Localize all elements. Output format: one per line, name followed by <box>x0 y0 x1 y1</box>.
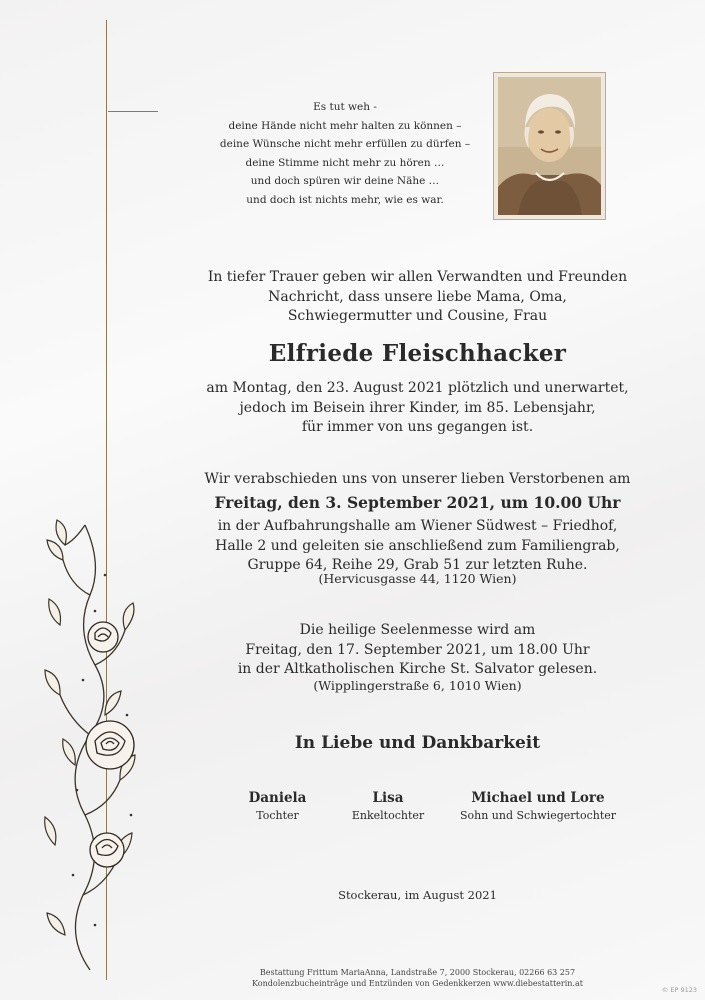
mass-line: in der Altkatholischen Kirche St. Salvator gelesen. <box>237 661 598 677</box>
mourner <box>338 790 438 822</box>
mourner-relation: Tochter <box>256 809 299 822</box>
footer-line: Kondolenzbucheinträge und Entzünden von Gedenkkerzen www.diebestatterin.at <box>252 979 583 988</box>
rose-ornament <box>35 515 155 975</box>
mourner-relation: Sohn und Schwiegertochter <box>459 809 617 822</box>
poem-line: deine Wünsche nicht mehr erfüllen zu dürfen – <box>219 138 471 150</box>
decorative-horizontal-line <box>108 111 158 112</box>
announcement-intro <box>200 268 635 327</box>
death-line: am Montag, den 23. August 2021 plötzlich und unerwartet, <box>206 380 629 396</box>
mourner <box>225 790 330 822</box>
death-notice <box>200 379 635 438</box>
farewell-place-line: in der Aufbahrungshalle am Wiener Südwest – Friedhof, <box>217 518 618 534</box>
mourner <box>448 790 628 822</box>
mass-line: Die heilige Seelenmesse wird am <box>299 622 536 638</box>
closing-phrase: In Liebe und Dankbarkeit <box>294 733 541 753</box>
mass-address: (Wipplingerstraße 6, 1010 Wien) <box>313 678 522 693</box>
place-date: Stockerau, im August 2021 <box>338 888 497 902</box>
funeral-home-footer <box>200 967 635 989</box>
poem-line: deine Hände nicht mehr halten zu können – <box>228 119 462 132</box>
farewell-address: (Hervicusgasse 44, 1120 Wien) <box>318 571 517 586</box>
mourner-name: Daniela <box>248 790 307 806</box>
portrait-photo <box>498 77 601 215</box>
mourner-relation: Enkeltochter <box>351 809 425 822</box>
intro-line: Schwiegermutter und Cousine, Frau <box>287 308 548 324</box>
footer-line: Bestattung Frittum MariaAnna, Landstraße 7, 2000 Stockerau, 02266 63 257 <box>259 968 576 977</box>
farewell-place-line: Halle 2 und geleiten sie anschließend zum Familiengrab, <box>215 537 620 554</box>
requiem-mass <box>200 621 635 680</box>
mourner-name: Lisa <box>372 790 404 806</box>
intro-line: Nachricht, dass unsere liebe Mama, Oma, <box>268 288 567 305</box>
intro-line: In tiefer Trauer geben wir allen Verwandten und Freunden <box>207 269 628 285</box>
farewell-date: Freitag, den 3. September 2021, um 10.00 Uhr <box>214 493 621 512</box>
poem-line: und doch ist nichts mehr, wie es war. <box>246 193 444 206</box>
poem <box>200 98 490 209</box>
death-line: jedoch im Beisein ihrer Kinder, im 85. Lebensjahr, <box>239 399 596 416</box>
farewell-place <box>200 517 635 576</box>
death-line: für immer von uns gegangen ist. <box>301 419 534 435</box>
poem-line: Es tut weh - <box>313 101 377 113</box>
poem-line: deine Stimme nicht mehr zu hören … <box>245 156 445 169</box>
mourner-name: Michael und Lore <box>471 790 605 806</box>
poem-line: und doch spüren wir deine Nähe … <box>250 175 440 187</box>
deceased-name: Elfriede Fleischhacker <box>268 340 567 367</box>
farewell-place-line: Gruppe 64, Reihe 29, Grab 51 zur letzten Ruhe. <box>247 557 588 573</box>
portrait-frame <box>493 72 606 220</box>
farewell-intro: Wir verabschieden uns von unserer lieben Verstorbenen am <box>204 471 631 487</box>
mass-line: Freitag, den 17. September 2021, um 18.00 Uhr <box>245 641 590 658</box>
print-code: © EP 9123 <box>661 986 697 994</box>
